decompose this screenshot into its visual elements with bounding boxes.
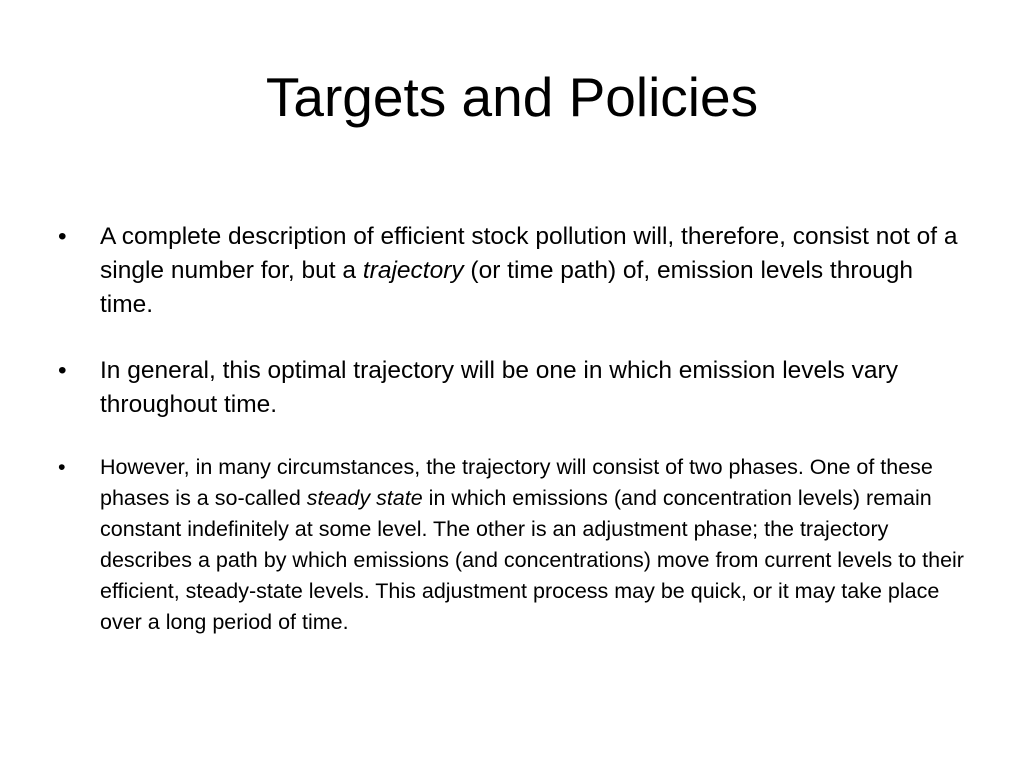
emphasis-trajectory: trajectory	[362, 257, 464, 284]
bullet-text: A complete description of efficient stock pollution will, therefore, consist not of a single number for, but a trajectory (or time path) of, emission levels through time.	[100, 223, 958, 318]
bullet-item-2	[58, 354, 968, 422]
bullet-list	[58, 220, 968, 638]
bullet-text: In general, this optimal trajectory will be one in which emission levels vary throughout time.	[100, 357, 898, 418]
bullet-dot: •	[58, 357, 67, 384]
slide-title: Targets and Policies	[265, 66, 759, 128]
bullet-dot: •	[58, 455, 66, 479]
bullet-item-1	[58, 220, 968, 322]
emphasis-steady-state: steady state	[306, 486, 423, 510]
bullet-text: However, in many circumstances, the trajectory will consist of two phases. One of these phases is a so-called steady state in which emissions (and concentration levels) remain constant indefinitely at some level. The other is an adjustment phase; the trajectory describes a path by which emissions (and concentrations) move from current levels to their efficient, steady-state levels. This adjustment process may be quick, or it may take place over a long period of time.	[100, 455, 964, 634]
bullet-item-3	[58, 452, 968, 638]
bullet-dot: •	[58, 223, 67, 250]
